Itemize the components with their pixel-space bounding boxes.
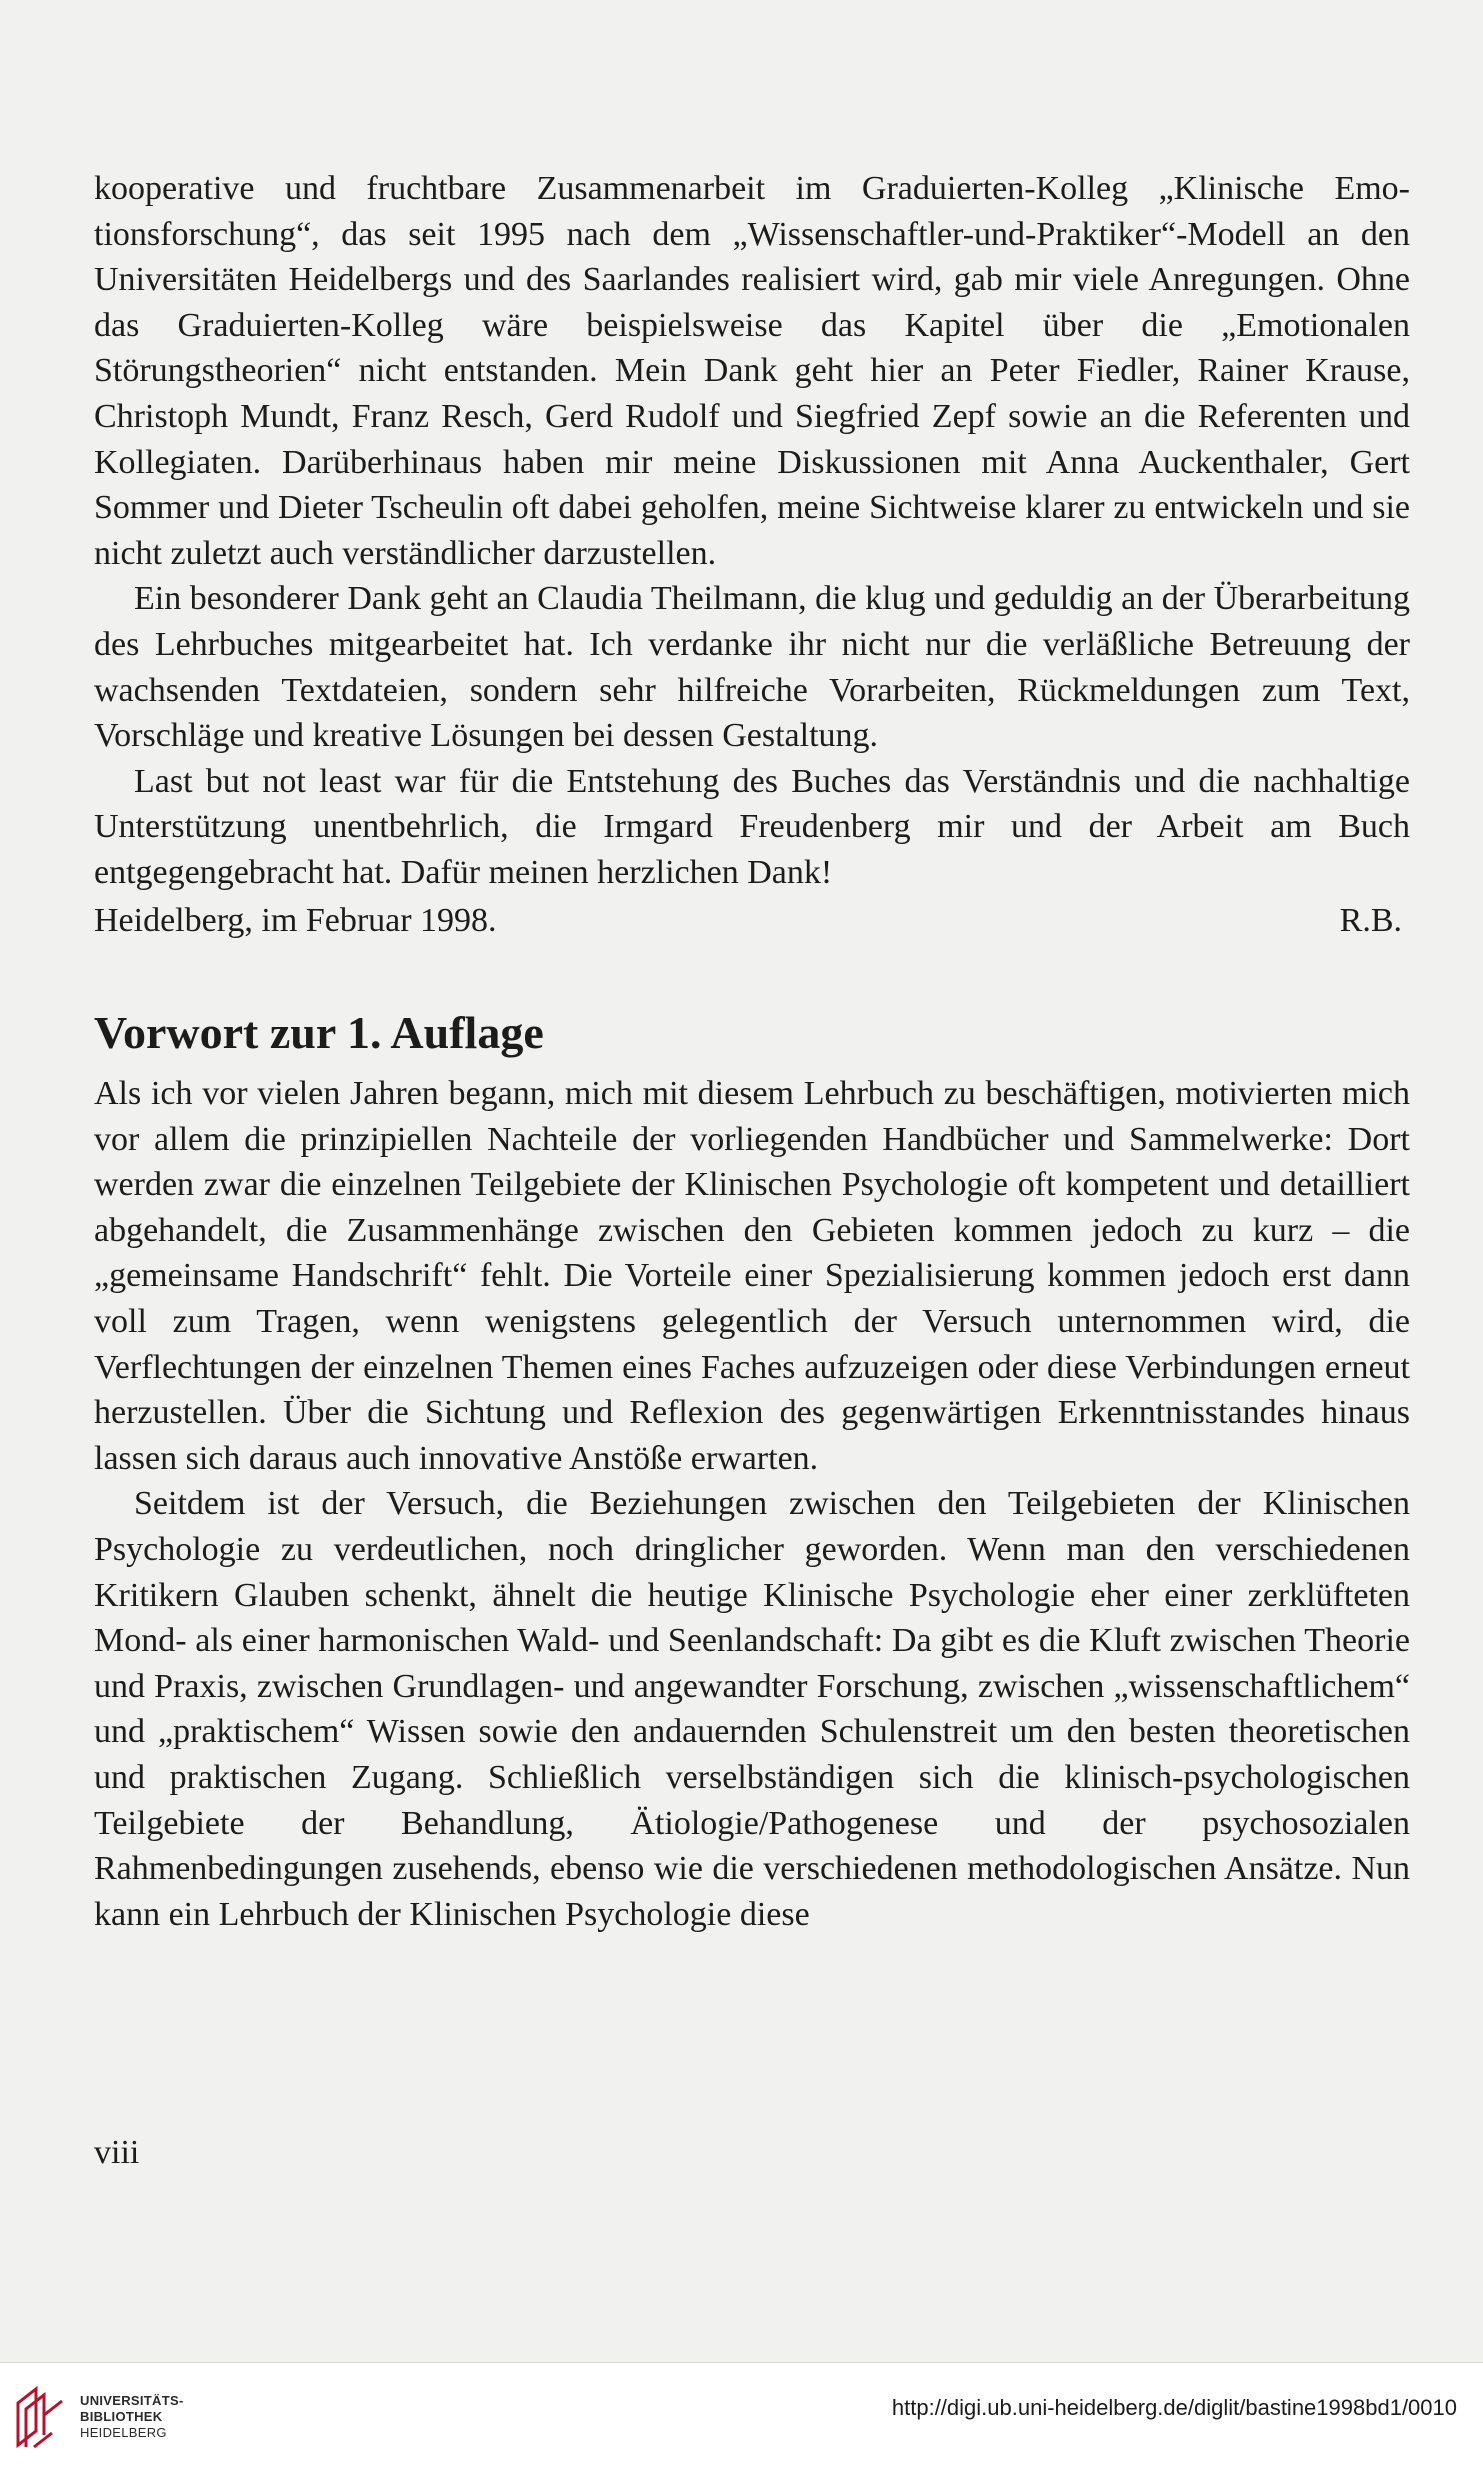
body-paragraph-2: Seitdem ist der Versuch, die Beziehungen zwischen den Teilgebieten der Klinischen Psychologie zu verdeutlichen, noch dringlicher geworden. Wenn man den verschiedenen Kritikern Glauben schenkt, ähnelt die heutige Klinische Psychologie eher einer zerklüfteten Mond- als einer harmonischen Wald- und Seenlandschaft: Da gibt es die Kluft zwischen Theorie und Praxis, zwischen Grundlagen- und angewandter Forschung, zwischen „wissenschaftlichem“ und „praktischem“ Wissen sowie den andauernden Schulenstreit um den besten theoretischen und praktischen Zugang. Schließlich verselbständigen sich die klinisch-psychologischen Teilgebiete der Behandlung, Ätiologie/Pathogenese und der psychosozialen Rahmenbedingungen zusehends, ebenso wie die verschiedenen methodologischen Ansätze. Nun kann ein Lehrbuch der Klinischen Psychologie diese [94, 1485, 1410, 1933]
signature-line [94, 898, 1410, 944]
library-logo-icon [14, 2385, 72, 2449]
library-logo-text [80, 2393, 184, 2441]
page-number: viii [94, 2134, 140, 2171]
logo-line-3: HEIDELBERG [80, 2425, 167, 2440]
intro-paragraph-2: Ein besonderer Dank geht an Claudia Theilmann, die klug und geduldig an der Überarbeitung des Lehrbuches mitgearbeitet hat. Ich verdanke ihr nicht nur die verläßliche Betreuung der wachsenden Textdateien, sondern sehr hilfreiche Vorarbeiten, Rückmeldungen zum Text, Vorschläge und kreative Lösungen bei dessen Gestaltung. [94, 580, 1410, 755]
permalink-url[interactable]: http://digi.ub.uni-heidelberg.de/diglit/bastine1998bd1/0010 [891, 2395, 1457, 2420]
page-content [94, 166, 1410, 1937]
author-initials: R.B. [1339, 901, 1402, 939]
intro-paragraph-1: kooperative und fruchtbare Zusammenarbeit im Graduierten-Kolleg „Klinische Emotionsforschung“, das seit 1995 nach dem „Wissenschaftler-und-Praktiker“-Modell an den Universitäten Heidelbergs und des Saarlandes realisiert wird, gab mir viele Anregungen. Ohne das Graduierten-Kolleg wäre beispielsweise das Kapitel über die „Emotionalen Störungstheorien“ nicht entstanden. Mein Dank geht hier an Peter Fiedler, Rainer Krause, Christoph Mundt, Franz Resch, Gerd Rudolf und Siegfried Zepf sowie an die Referenten und Kollegiaten. Darüberhinaus haben mir meine Diskussionen mit Anna Auckenthaler, Gert Sommer und Dieter Tscheulin oft dabei geholfen, meine Sichtweise klarer zu entwickeln und sie nicht zuletzt auch verständlicher darzustellen. [94, 170, 1410, 572]
section-heading: Vorwort zur 1. Auflage [94, 1007, 544, 1059]
footer-bar [0, 2362, 1483, 2472]
logo-line-1: UNIVERSITÄTS- [80, 2393, 184, 2408]
intro-paragraph-3: Last but not least war für die Entstehung des Buches das Verständnis und die nachhaltige Unterstützung unentbehrlich, die Irmgard Freudenberg mir und der Arbeit am Buch entgegengebracht hat. Dafür meinen herzlichen Dank! [94, 762, 1410, 891]
logo-line-2: BIBLIOTHEK [80, 2409, 163, 2424]
body-paragraph-1: Als ich vor vielen Jahren begann, mich mit diesem Lehrbuch zu beschäftigen, motivierten mich vor allem die prinzipiellen Nachteile der vorliegenden Handbücher und Sammelwerke: Dort werden zwar die einzelnen Teilgebiete der Klinischen Psychologie oft kompetent und detailliert abgehandelt, die Zusammenhänge zwischen den Gebieten kommen jedoch zu kurz – die „gemeinsame Handschrift“ fehlt. Die Vorteile einer Spezialisierung kommen jedoch erst dann voll zum Tragen, wenn wenigstens gelegentlich der Versuch unternommen wird, die Verflechtungen der einzelnen Themen eines Faches aufzuzeigen oder diese Verbindungen erneut herzustellen. Über die Sichtung und Reflexion des gegenwärtigen Erkenntnisstandes hinaus lassen sich daraus auch innovative Anstöße erwarten. [94, 1075, 1410, 1477]
place-date: Heidelberg, im Februar 1998. [94, 901, 497, 939]
library-logo[interactable] [14, 2385, 184, 2449]
